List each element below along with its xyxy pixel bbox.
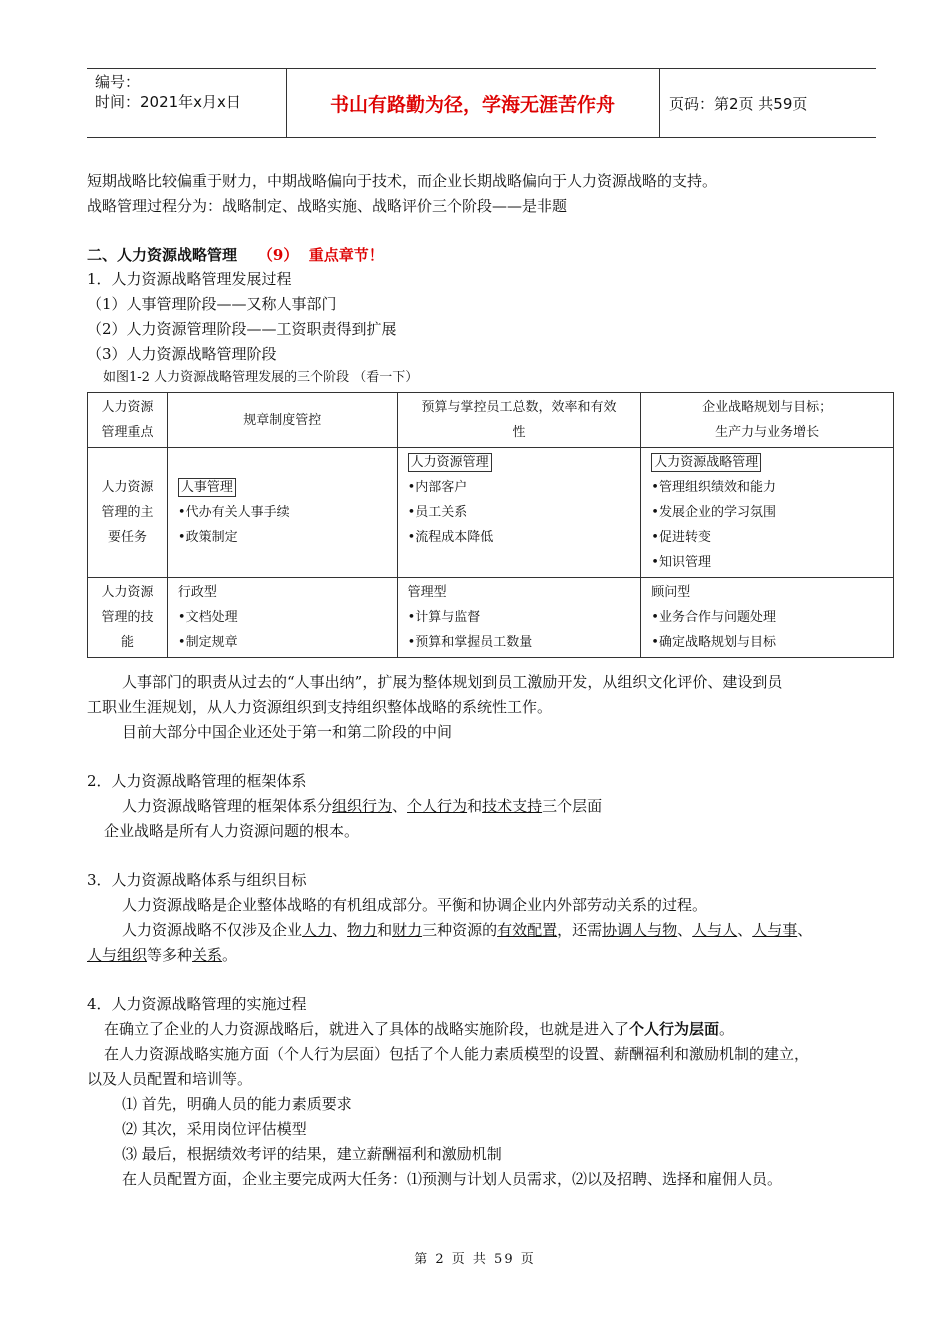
figure-caption: 如图1-2 人力资源战略管理发展的三个阶段 （看一下） [103, 370, 419, 385]
table-row [88, 448, 894, 578]
paragraph: 目前大部分中国企业还处于第一和第二阶段的中间 [122, 723, 453, 741]
table-cell: 预算与掌控员工总数，效率和有效 性 [397, 393, 641, 448]
paragraph: 在确立了企业的人力资源战略后，就进入了具体的战略实施阶段，也就是进入了个人行为层面。 [104, 1020, 735, 1038]
paragraph: 工职业生涯规划，从人力资源组织到支持组织整体战略的系统性工作。 [87, 698, 553, 716]
table-cell: 顾问型 •业务合作与问题处理 •确定战略规划与目标 [641, 578, 894, 658]
table-cell: 人事管理 •代办有关人事手续 •政策制定 [167, 448, 397, 578]
date-label: 时间：2021年x月x日 [95, 93, 241, 111]
boxed-title: 人事管理 [178, 478, 236, 497]
paragraph: 人力资源战略不仅涉及企业人力、物力和财力三种资源的有效配置，还需协调人与物、人与人、人与事、 [122, 921, 813, 939]
paragraph: 人力资源战略管理的框架体系分组织行为、个人行为和技术支持三个层面 [122, 797, 603, 815]
header-divider [659, 69, 660, 137]
list-item: ⑵ 其次，采用岗位评估模型 [122, 1120, 307, 1138]
stages-table [87, 392, 894, 658]
intro-line: 短期战略比较偏重于财力，中期战略偏向于技术，而企业长期战略偏向于人力资源战略的支持。 [87, 172, 718, 190]
paragraph: 人与组织等多种关系。 [87, 946, 238, 964]
table-cell: 行政型 •文档处理 •制定规章 [167, 578, 397, 658]
list-item: ⑶ 最后，根据绩效考评的结果，建立薪酬福利和激励机制 [122, 1145, 502, 1163]
list-item: （3）人力资源战略管理阶段 [87, 345, 277, 363]
paragraph: 在人力资源战略实施方面（个人行为层面）包括了个人能力素质模型的设置、薪酬福利和激励机制的建立， [104, 1045, 810, 1063]
paragraph: 企业战略是所有人力资源问题的根本。 [104, 822, 360, 840]
section-heading [87, 244, 384, 266]
subsection-title: 1．人力资源战略管理发展过程 [87, 270, 292, 288]
table-cell: 规章制度管控 [167, 393, 397, 448]
paragraph: 以及人员配置和培训等。 [87, 1070, 253, 1088]
header-motto: 书山有路勤为径，学海无涯苦作舟 [329, 93, 615, 116]
table-row [88, 578, 894, 658]
row-header: 人力资源 管理的主 要任务 [88, 448, 168, 578]
list-item: ⑴ 首先，明确人员的能力素质要求 [122, 1095, 352, 1113]
table-cell: 人力资源管理 •内部客户 •员工关系 •流程成本降低 [397, 448, 641, 578]
header-page-label: 页码：第2页 共59页 [669, 94, 808, 113]
section-title: 二、人力资源战略管理 [87, 246, 238, 264]
list-item: （1）人事管理阶段——又称人事部门 [87, 295, 337, 313]
table-cell: 人力资源战略管理 •管理组织绩效和能力 •发展企业的学习氛围 •促进转变 •知识管理 [641, 448, 894, 578]
row-header: 人力资源 管理的技 能 [88, 578, 168, 658]
table-row [88, 393, 894, 448]
boxed-title: 人力资源管理 [408, 453, 492, 472]
paragraph: 人力资源战略是企业整体战略的有机组成部分。平衡和协调企业内外部劳动关系的过程。 [122, 896, 708, 914]
paragraph: 人事部门的职责从过去的“人事出纳”，扩展为整体规划到员工激励开发，从组织文化评价、建设到员 [122, 673, 783, 691]
paragraph: 在人员配置方面，企业主要完成两大任务：⑴预测与计划人员需求，⑵以及招聘、选择和雇佣人员。 [122, 1170, 783, 1188]
section-score: （9） [257, 246, 299, 264]
header-meta [95, 72, 285, 112]
intro-line: 战略管理过程分为：战略制定、战略实施、战略评价三个阶段——是非题 [87, 197, 568, 215]
table-cell: 企业战略规划与目标； 生产力与业务增长 [641, 393, 894, 448]
section-key-note: 重点章节！ [308, 246, 384, 264]
subsection-title: 3．人力资源战略体系与组织目标 [87, 871, 307, 889]
page-header [87, 68, 876, 138]
page-footer: 第 2 页 共 59 页 [414, 1252, 536, 1267]
subsection-title: 4．人力资源战略管理的实施过程 [87, 995, 307, 1013]
list-item: （2）人力资源管理阶段——工资职责得到扩展 [87, 320, 397, 338]
boxed-title: 人力资源战略管理 [651, 453, 761, 472]
number-label: 编号： [95, 73, 141, 91]
table-cell: 管理型 •计算与监督 •预算和掌握员工数量 [397, 578, 641, 658]
subsection-title: 2．人力资源战略管理的框架体系 [87, 772, 307, 790]
row-header: 人力资源 管理重点 [88, 393, 168, 448]
